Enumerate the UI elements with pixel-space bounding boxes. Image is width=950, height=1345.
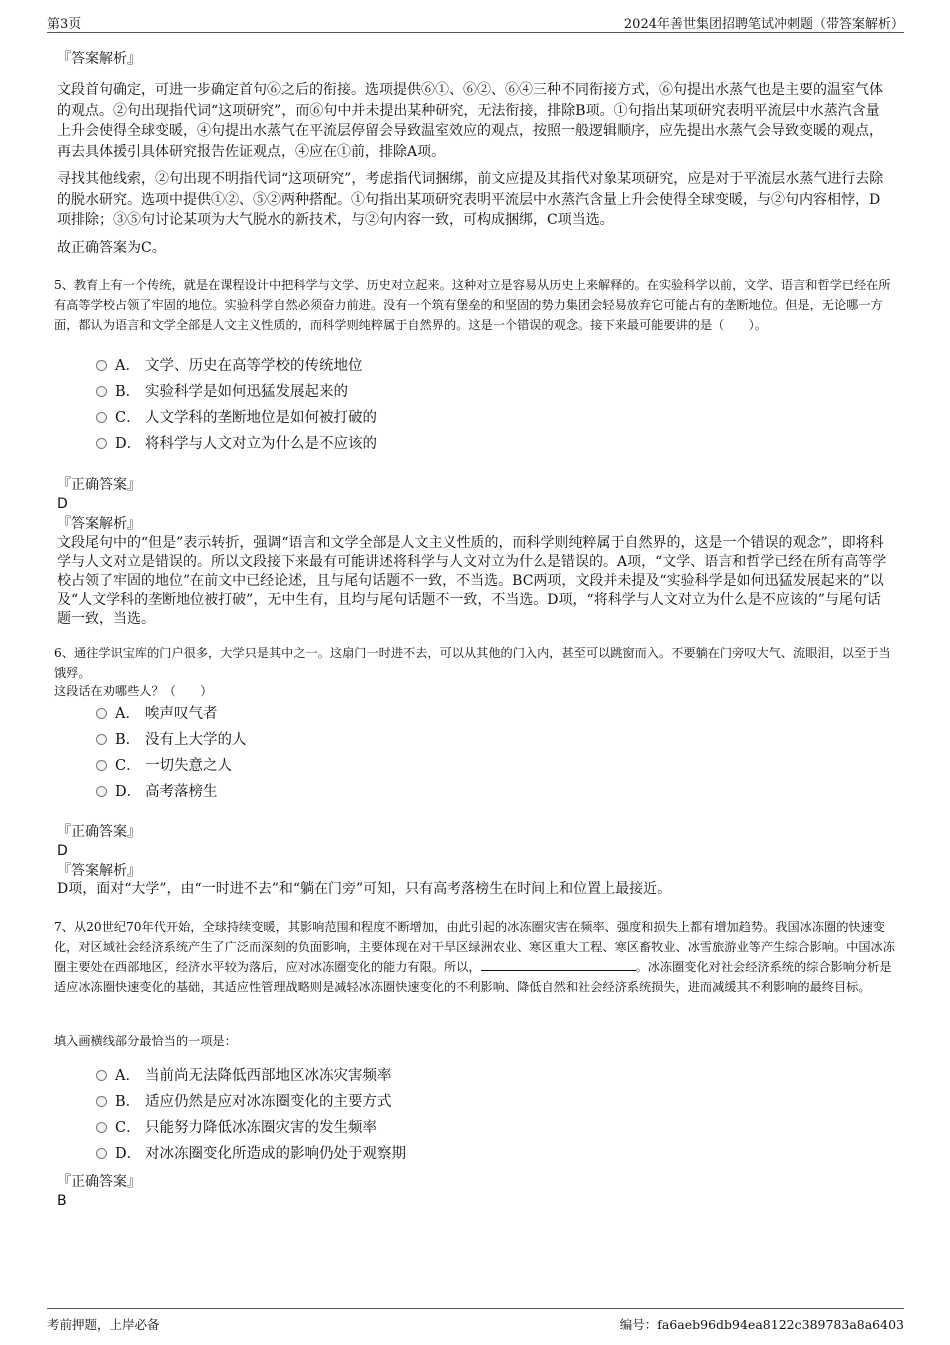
q5-option-b[interactable]: B． 实验科学是如何迅猛发展起来的 xyxy=(96,380,348,404)
q5-option-c[interactable]: C． 人文学科的垄断地位是如何被打破的 xyxy=(96,406,377,430)
fill-blank[interactable] xyxy=(481,957,636,971)
q6-question: 这段话在劝哪些人？（ ） xyxy=(54,684,213,698)
page-number: 第3页 xyxy=(47,17,82,32)
q5-answer: D xyxy=(57,496,68,512)
radio-icon[interactable] xyxy=(96,360,107,371)
q7-option-d[interactable]: D． 对冰冻圈变化所造成的影响仍处于观察期 xyxy=(96,1142,406,1166)
q6-answer: D xyxy=(57,843,68,859)
q6-stem: 6、通往学识宝库的门户很多，大学只是其中之一。这扇门一时进不去，可以从其他的门入内，甚至可以跳窗而入。不要躺在门旁叹大气、流眼泪，以至于当饿殍。 xyxy=(54,646,891,680)
q7-option-c[interactable]: C． 只能努力降低冰冻圈灾害的发生频率 xyxy=(96,1116,377,1140)
q7-question: 填入画横线部分最恰当的一项是： xyxy=(54,1034,237,1048)
q6-option-b[interactable]: B． 没有上大学的人 xyxy=(96,728,247,752)
q5-analysis: 文段尾句中的“但是”表示转折，强调“语言和文学全部是人文主义性质的，而科学则纯粹属于自然界的，这是一个错误的观念”，即将科学与人文对立是错误的。所以文段接下来最有可能讲述将科学与人文对立为什么是错误的。A项，“文学、语言和哲学已经在所有高等学校占领了牢固的地位”在前文中已经论述，且与尾句话题不一致，不当选。BC两项，文段并未提及“实验科学是如何迅猛发展起来的”以及“人文学科的垄断地位被打破”，无中生有，且均与尾句话题不一致，不当选。D项，“将科学与人文对立为什么是不应该的”与尾句话题一致，当选。 xyxy=(57,535,887,627)
q5-option-d[interactable]: D． 将科学与人文对立为什么是不应该的 xyxy=(96,432,377,456)
q6-analysis-label: 『答案解析』 xyxy=(57,863,141,879)
radio-icon[interactable] xyxy=(96,386,107,397)
document-title: 2024年善世集团招聘笔试冲刺题（带答案解析） xyxy=(623,17,904,32)
q5-answer-label: 『正确答案』 xyxy=(57,477,141,493)
page-footer xyxy=(47,1308,904,1333)
q6-option-d[interactable]: D． 高考落榜生 xyxy=(96,780,218,804)
q7-option-a[interactable]: A． 当前尚无法降低西部地区冰冻灾害频率 xyxy=(96,1064,392,1088)
q7-answer-label: 『正确答案』 xyxy=(57,1174,141,1190)
q7-option-b[interactable]: B． 适应仍然是应对冰冻圈变化的主要方式 xyxy=(96,1090,392,1114)
radio-icon[interactable] xyxy=(96,1148,107,1159)
q5-stem: 5、教育上有一个传统，就是在课程设计中把科学与文学、历史对立起来。这种对立是容易从历史上来解释的。在实验科学以前，文学、语言和哲学已经在所有高等学校占领了牢固的地位。实验科学自然必须奋力前进。没有一个筑有堡垒的和坚固的势力集团会轻易放弃它可能占有的垄断地位。但是，无论哪一方面，都认为语言和文学全部是人文主义性质的，而科学则纯粹属于自然界的。这是一个错误的观念。接下来最可能要讲的是（ ）。 xyxy=(54,278,891,332)
q7-stem: 7、从20世纪70年代开始，全球持续变暖，其影响范围和程度不断增加，由此引起的冰冻圈灾害在频率、强度和损失上都有增加趋势。我国冰冻圈的快速变化，对区域社会经济系统产生了广泛而深刻的负面影响，主要体现在对干旱区绿洲农业、寒区重大工程、寒区畜牧业、冰雪旅游业等产生综合影响。中国冰冻圈主要处在西部地区，经济水平较为落后，应对冰冻圈变化的能力有限。所以， 。冰冻圈变化对社会经济系统的综合影响分析是适应冰冻圈快速变化的基础，其适应性管理战略则是减轻冰冻圈快速变化的不利影响、降低自然和社会经济系统损失，进而减缓其不利影响的最终目标。 xyxy=(54,920,895,994)
q4-analysis-para-2: 寻找其他线索，②句出现不明指代词“这项研究”，考虑指代词捆绑，前文应提及其指代对象某项研究，应是对于平流层水蒸气进行去除的脱水研究。选项中提供①②、⑤②两种搭配。①句指出某项研究表明平流层中水蒸汽含量上升会使得全球变暖，与②句内容相悖，D项排除；③⑤句讨论某项为大气脱水的新技术，与②句内容一致，可构成捆绑，C项当选。 xyxy=(57,171,884,228)
radio-icon[interactable] xyxy=(96,1122,107,1133)
q5-option-a[interactable]: A． 文学、历史在高等学校的传统地位 xyxy=(96,354,363,378)
q4-analysis-para-1: 文段首句确定，可进一步确定首句⑥之后的衔接。选项提供⑥①、⑥②、⑥④三种不同衔接方式，⑥句提出水蒸气也是主要的温室气体的观点。②句出现指代词“这项研究”，而⑥句中并未提出某种研究，无法衔接，排除B项。①句指出某项研究表明平流层中水蒸汽含量上升会使得全球变暖，④句提出水蒸气在平流层停留会导致温室效应的观点，按照一般逻辑顺序，应先提出水蒸气会导致变暖的观点，再去具体援引具体研究报告佐证观点，④应在①前，排除A项。 xyxy=(57,82,883,160)
q7-answer: B xyxy=(57,1193,67,1209)
q5-analysis-label: 『答案解析』 xyxy=(57,516,141,532)
q6-option-c[interactable]: C． 一切失意之人 xyxy=(96,754,232,778)
q6-analysis: D项，面对“大学”，由“一时进不去”和“躺在门旁”可知，只有高考落榜生在时间上和位置上最接近。 xyxy=(57,881,672,897)
q4-conclusion: 故正确答案为C。 xyxy=(57,240,166,256)
footer-slogan: 考前押题，上岸必备 xyxy=(47,1317,160,1332)
radio-icon[interactable] xyxy=(96,1096,107,1107)
radio-icon[interactable] xyxy=(96,1070,107,1081)
q4-analysis-label: 『答案解析』 xyxy=(57,51,141,67)
radio-icon[interactable] xyxy=(96,438,107,449)
q6-answer-label: 『正确答案』 xyxy=(57,824,141,840)
document-code: 编号：fa6aeb96db94ea8122c389783a8a6403 xyxy=(619,1317,904,1332)
radio-icon[interactable] xyxy=(96,786,107,797)
radio-icon[interactable] xyxy=(96,708,107,719)
page-header xyxy=(47,10,904,33)
q6-option-a[interactable]: A． 唉声叹气者 xyxy=(96,702,218,726)
radio-icon[interactable] xyxy=(96,412,107,423)
radio-icon[interactable] xyxy=(96,734,107,745)
radio-icon[interactable] xyxy=(96,760,107,771)
